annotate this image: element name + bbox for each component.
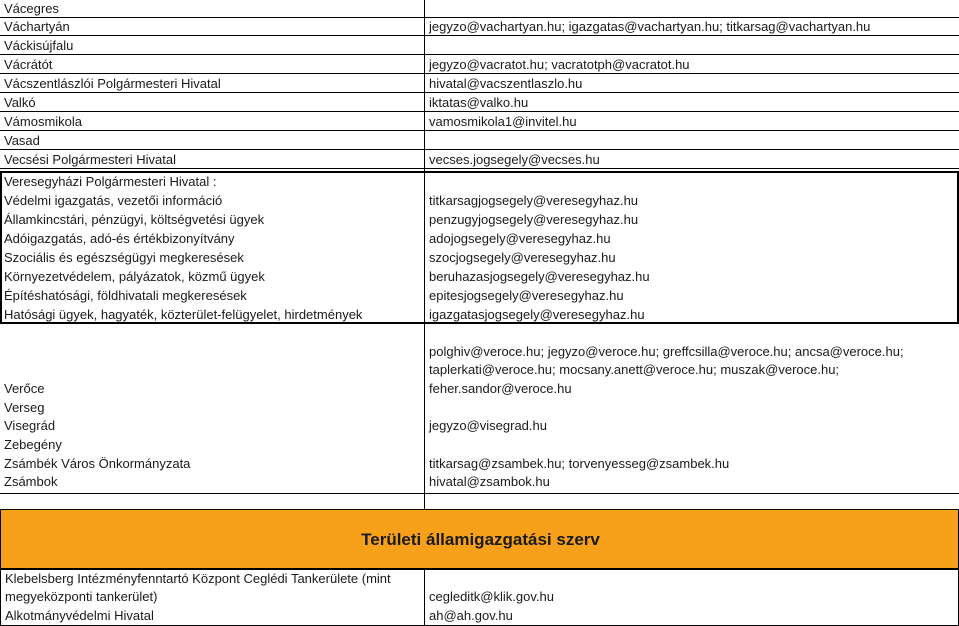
- section-banner: [0, 509, 959, 569]
- dept-email: penzugyjogsegely@veresegyhaz.hu: [429, 212, 639, 227]
- row-email: jegyzo@vachartyan.hu; igazgatas@vachartyan.hu; titkarsag@vachartyan.hu: [429, 19, 871, 34]
- dept-name: Környezetvédelem, pályázatok, közmű ügyek: [4, 269, 265, 284]
- table-row: [0, 94, 959, 112]
- row-email: ah@ah.gov.hu: [429, 608, 513, 623]
- dept-name: Államkincstári, pénzügyi, költségvetési ügyek: [4, 212, 265, 227]
- row-email: feher.sandor@veroce.hu: [429, 381, 572, 396]
- dept-name: Védelmi igazgatás, vezetői információ: [4, 193, 223, 208]
- row-email: taplerkati@veroce.hu; mocsany.anett@veroce.hu; muszak@veroce.hu;: [429, 362, 840, 377]
- row-name: Zsámbék Város Önkormányzata: [4, 456, 191, 471]
- row-email: vecses.jogsegely@vecses.hu: [429, 152, 600, 167]
- table-row: [0, 113, 959, 131]
- table-row: [0, 37, 959, 55]
- row-name: Vecsési Polgármesteri Hivatal: [4, 152, 176, 167]
- table-row: [0, 75, 959, 93]
- dept-email: epitesjogsegely@veresegyhaz.hu: [429, 288, 624, 303]
- row-email: cegleditk@klik.gov.hu: [429, 589, 554, 604]
- row-name: Zsámbok: [4, 474, 58, 489]
- row-name: Alkotmányvédelmi Hivatal: [5, 608, 154, 623]
- row-name: Verőce: [4, 381, 45, 396]
- row-email: polghiv@veroce.hu; jegyzo@veroce.hu; greffcsilla@veroce.hu; ancsa@veroce.hu;: [429, 344, 904, 359]
- dept-email: igazgatasjogsegely@veresegyhaz.hu: [429, 307, 645, 322]
- row-name: Váchartyán: [4, 19, 70, 34]
- dept-name: Szociális és egészségügyi megkeresések: [4, 250, 244, 265]
- row-name: megyeközponti tankerület): [5, 589, 158, 604]
- dept-email: titkarsagjogsegely@veresegyhaz.hu: [429, 193, 639, 208]
- row-name: Vasad: [4, 133, 40, 148]
- row-name: Klebelsberg Intézményfenntartó Központ Ceglédi Tankerülete (mint: [5, 571, 391, 586]
- dept-name: Adóigazgatás, adó-és értékbizonyítvány: [4, 231, 235, 246]
- table-row: [0, 56, 959, 74]
- dept-name: Hatósági ügyek, hagyaték, közterület-felügyelet, hirdetmények: [4, 307, 363, 322]
- row-email: jegyzo@vacratot.hu; vacratotph@vacratot.hu: [429, 57, 690, 72]
- row-email: jegyzo@visegrad.hu: [429, 418, 547, 433]
- dept-name: Építéshatósági, földhivatali megkeresések: [4, 288, 247, 303]
- section-title: Területi államigazgatási szerv: [361, 530, 600, 549]
- row-name: Vácszentlászlói Polgármesteri Hivatal: [4, 76, 221, 91]
- row-name: Vácegres: [4, 1, 59, 16]
- row-email: hivatal@vacszentlaszlo.hu: [429, 76, 583, 91]
- block-heading: Veresegyházi Polgármesteri Hivatal :: [4, 174, 217, 189]
- row-name: Valkó: [4, 95, 36, 110]
- row-email: iktatas@valko.hu: [429, 95, 529, 110]
- row-email: hivatal@zsambok.hu: [429, 474, 550, 489]
- dept-email: adojogsegely@veresegyhaz.hu: [429, 231, 611, 246]
- row-email: vamosmikola1@invitel.hu: [429, 114, 577, 129]
- table-row: [0, 0, 959, 18]
- table-row: [0, 132, 959, 150]
- row-name: Vácrátót: [4, 57, 53, 72]
- row-name: Vámosmikola: [4, 114, 83, 129]
- row-email: titkarsag@zsambek.hu; torvenyesseg@zsambek.hu: [429, 456, 730, 471]
- column-divider: [424, 0, 425, 509]
- table-row: [0, 151, 959, 169]
- table-row: [0, 18, 959, 36]
- veresegyhaz-block: [0, 171, 959, 324]
- bottom-name-cell: [0, 569, 425, 626]
- dept-email: beruhazasjogsegely@veresegyhaz.hu: [429, 269, 650, 284]
- row-name: Verseg: [4, 400, 45, 415]
- row-name: Visegrád: [4, 418, 56, 433]
- bottom-email-cell: [424, 569, 959, 626]
- dept-email: szocjogsegely@veresegyhaz.hu: [429, 250, 616, 265]
- row-name: Zebegény: [4, 437, 62, 452]
- row-name: Váckisújfalu: [4, 38, 74, 53]
- divider: [0, 493, 959, 494]
